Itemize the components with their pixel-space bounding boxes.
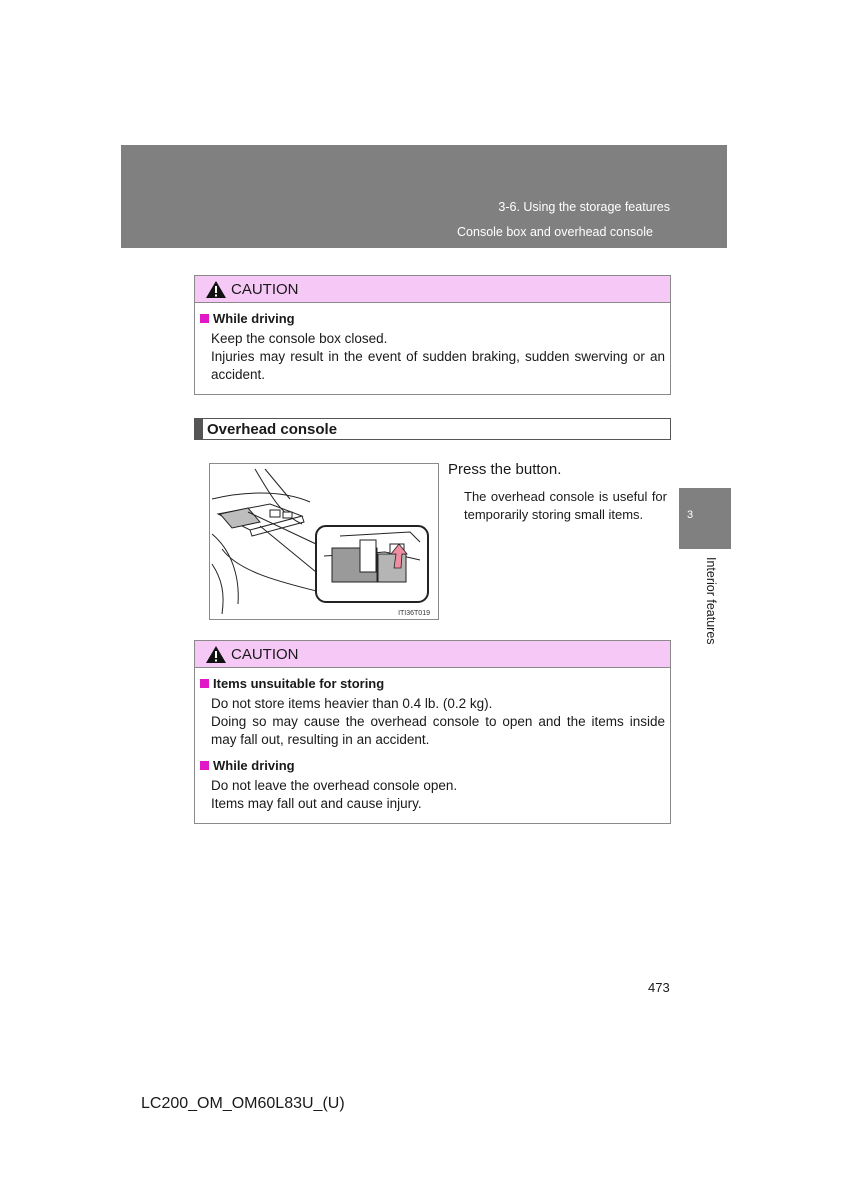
subsection-title: Console box and overhead console bbox=[457, 225, 653, 239]
caution-item-title: Items unsuitable for storing bbox=[213, 676, 385, 691]
caution-item bbox=[200, 311, 665, 384]
section-title: 3-6. Using the storage features bbox=[498, 200, 670, 214]
caution-box-2 bbox=[194, 640, 671, 824]
caution-item-line: Doing so may cause the overhead console to open and the items inside may fall out, resulting in an accident. bbox=[211, 714, 665, 747]
square-bullet-icon bbox=[200, 679, 209, 688]
caution-item-line: Keep the console box closed. bbox=[211, 331, 388, 346]
caution-label: CAUTION bbox=[231, 280, 299, 298]
step-title: Press the button. bbox=[448, 461, 562, 478]
section-heading-bar bbox=[195, 419, 203, 439]
warning-icon bbox=[205, 645, 227, 664]
caution-item bbox=[200, 758, 665, 813]
caution-header bbox=[195, 641, 670, 668]
document-id: LC200_OM_OM60L83U_(U) bbox=[141, 1095, 345, 1112]
caution-item-line: Do not store items heavier than 0.4 lb. (0.2 kg). bbox=[211, 696, 493, 711]
square-bullet-icon bbox=[200, 761, 209, 770]
step-text: The overhead console is useful for temporarily storing small items. bbox=[464, 489, 667, 522]
header-band bbox=[121, 145, 727, 248]
chapter-label: Interior features bbox=[704, 557, 718, 645]
caution-box-1 bbox=[194, 275, 671, 395]
section-heading-title: Overhead console bbox=[207, 420, 338, 438]
page-number: 473 bbox=[648, 980, 670, 995]
warning-icon bbox=[205, 280, 227, 299]
caution-item-line: Do not leave the overhead console open. bbox=[211, 778, 458, 793]
figure-code: ITI36T019 bbox=[398, 610, 430, 617]
caution-item-title: While driving bbox=[213, 311, 295, 326]
chapter-tab[interactable] bbox=[679, 488, 731, 549]
overhead-console-illustration bbox=[209, 463, 439, 620]
console-drawing-icon bbox=[210, 464, 438, 619]
caution-header bbox=[195, 276, 670, 303]
square-bullet-icon bbox=[200, 314, 209, 323]
caution-label: CAUTION bbox=[231, 645, 299, 663]
chapter-number: 3 bbox=[687, 509, 694, 521]
caution-item bbox=[200, 676, 665, 749]
caution-item-title: While driving bbox=[213, 758, 295, 773]
section-heading bbox=[194, 418, 671, 440]
caution-item-line: Items may fall out and cause injury. bbox=[211, 796, 422, 811]
caution-item-line: Injuries may result in the event of sudden braking, sudden swerving or an accident. bbox=[211, 349, 665, 382]
